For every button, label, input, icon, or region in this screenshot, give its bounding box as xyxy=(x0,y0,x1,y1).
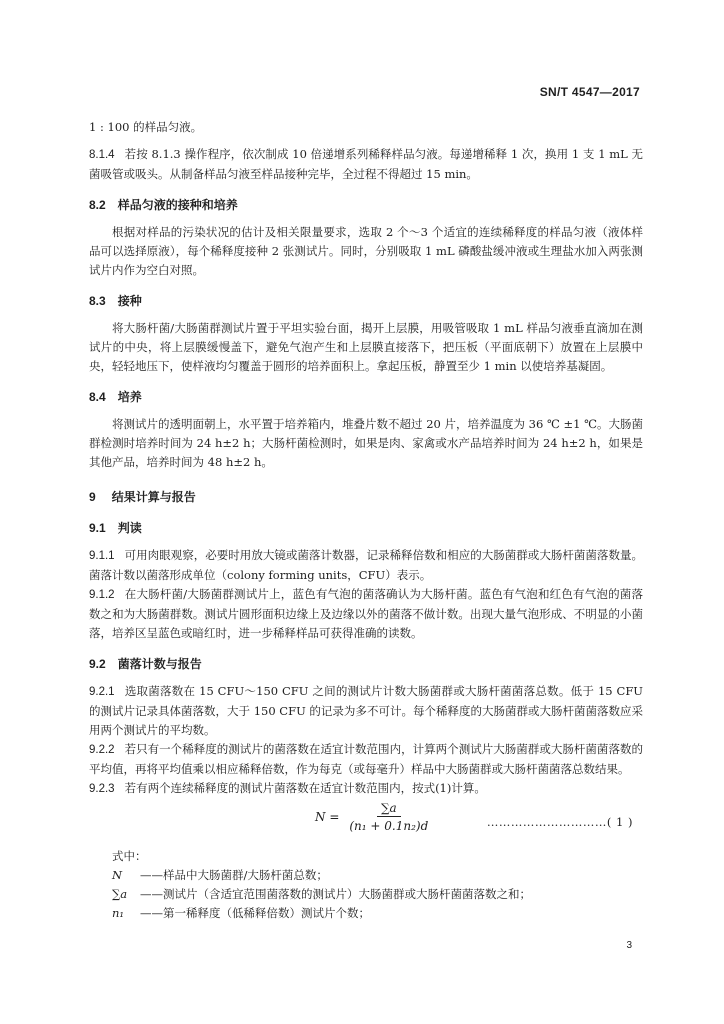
formula-numerator: ∑a xyxy=(377,801,401,817)
formula-expression xyxy=(315,801,432,833)
clause-9-1-2: 9.1.2 在大肠杆菌/大肠菌群测试片上，蓝色有气泡的菌落确认为大肠杆菌。蓝色有气泡和红色有气泡的菌落数之和为大肠菌群数。测试片圆形面积边缘上及边缘以外的菌落不做计数。出现大量气泡形成、不明显的小菌落，培养区呈蓝色或暗红时，进一步稀释样品可获得准确的读数。 xyxy=(89,587,643,640)
document-body xyxy=(89,118,643,923)
heading-8-3: 8.3 接种 xyxy=(89,294,142,308)
clause-9-1-1: 9.1.1 可用肉眼观察，必要时用放大镜或菌落计数器，记录稀释倍数和相应的大肠菌群或大肠杆菌菌落数量。菌落计数以菌落形成单位（colony forming units，CFU）表示。 xyxy=(89,548,643,582)
formula-denominator: (n₁ + 0.1n₂)d xyxy=(349,819,429,833)
clause-8-1-4 xyxy=(89,145,643,184)
legend-row-n1: n₁ ——第一稀释度（低稀释倍数）测试片个数； xyxy=(112,906,370,920)
paragraph: 1 : 100 的样品匀液。 xyxy=(89,120,203,134)
standard-code: SN/T 4547—2017 xyxy=(539,85,640,99)
heading-8-2: 8.2 样品匀液的接种和培养 xyxy=(89,198,238,212)
clause-9-2-3: 9.2.3 若有两个连续稀释度的测试片菌落数在适宜计数范围内，按式(1)计算。 xyxy=(89,781,486,795)
clause-number: 8.1.4 xyxy=(89,149,115,161)
clause-9-2-2: 9.2.2 若只有一个稀释度的测试片的菌落数在适宜计数范围内，计算两个测试片大肠菌群或大肠杆菌菌落数的平均值，再将平均值乘以相应稀释倍数，作为每克（或每毫升）样品中大肠菌群或大肠杆菌菌落总数结果。 xyxy=(89,742,643,776)
formula-lhs: N = xyxy=(315,810,340,824)
paragraph-8-4: 将测试片的透明面朝上，水平置于培养箱内，堆叠片数不超过 20 片，培养温度为 36 ℃ ±1 ℃。大肠菌群检测时培养时间为 24 h±2 h；大肠杆菌检测时，如果是肉、家禽或水产品培养时间为 24 h±2 h，如果是其他产品，培养时间为 48 h±2 h。 xyxy=(89,417,643,469)
paragraph-8-2: 根据对样品的污染状况的估计及相关限量要求，选取 2 个～3 个适宜的连续稀释度的样品匀液（液体样品可以选择原液），每个稀释度接种 2 张测试片。同时，分别吸取 1 mL 磷酸盐缓冲液或生理盐水加入两张测试片内作为空白对照。 xyxy=(89,225,643,277)
legend-title: 式中： xyxy=(112,849,147,863)
heading-8-4: 8.4 培养 xyxy=(89,390,142,404)
paragraph-8-3: 将大肠杆菌/大肠菌群测试片置于平坦实验台面，揭开上层膜，用吸管吸取 1 mL 样品匀液垂直滴加在测试片的中央，将上层膜缓慢盖下，避免气泡产生和上层膜直接落下，把压板（平面底朝下）放置在上层膜中央，轻轻地压下，使样液均匀覆盖于圆形的培养面积上。拿起压板，静置至少 1 min 以使培养基凝固。 xyxy=(89,321,643,373)
equation-number: …………………………( 1 ) xyxy=(486,815,633,829)
heading-9-1: 9.1 判读 xyxy=(89,521,142,535)
legend-row-sum-a: ∑a ——测试片（含适宜范围菌落数的测试片）大肠菌群或大肠杆菌菌落数之和； xyxy=(112,887,531,901)
clause-text: 若按 8.1.3 操作程序，依次制成 10 倍递增系列稀释样品匀液。每递增稀释 1 次，换用 1 支 1 mL 无菌吸管或吸头。从制备样品匀液至样品接种完毕，全过程不得超过 15 min。 xyxy=(89,147,643,181)
legend-row-N: N ——样品中大肠菌群/大肠杆菌总数； xyxy=(112,868,328,882)
formula-fraction xyxy=(345,801,432,833)
chapter-heading-9: 9 结果计算与报告 xyxy=(89,490,196,504)
formula-1 xyxy=(89,801,643,847)
page-number: 3 xyxy=(626,940,632,951)
clause-9-2-1: 9.2.1 选取菌落数在 15 CFU～150 CFU 之间的测试片计数大肠菌群或大肠杆菌菌落总数。低于 15 CFU 的测试片记录具体菌落数，大于 150 CFU 的记录为多不可计。每个稀释度的大肠菌群或大肠杆菌菌落数应采用两个测试片的平均数。 xyxy=(89,684,643,737)
heading-9-2: 9.2 菌落计数与报告 xyxy=(89,657,202,671)
